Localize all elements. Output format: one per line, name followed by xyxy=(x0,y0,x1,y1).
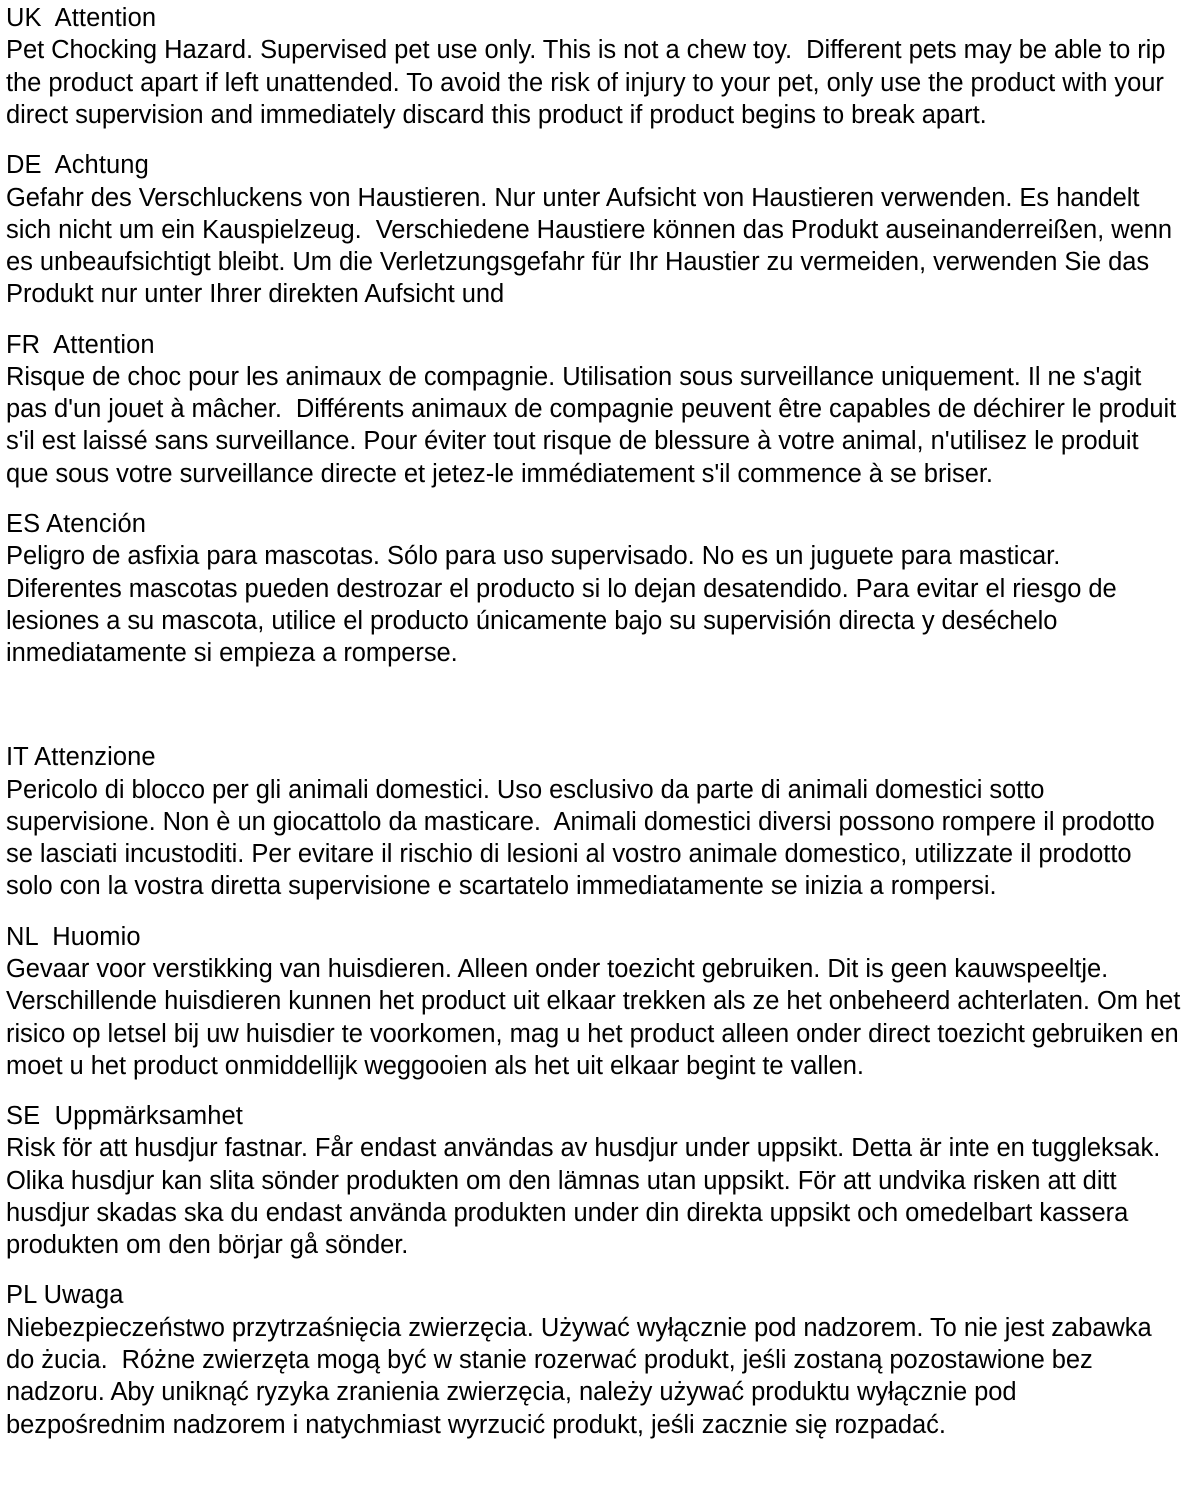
section-body: Risk för att husdjur fastnar. Får endast användas av husdjur under uppsikt. Detta är inte en tuggleksak. Olika husdjur kan slita sönder produkten om den lämnas utan uppsikt. För att undvika risken att ditt husdjur skadas ska du endast använda produkten under din direkta uppsikt och omedelbart kassera produkten om den börjar gå sönder. xyxy=(6,1134,1175,1260)
warning-section-es xyxy=(6,508,1183,669)
section-heading: ES Atención xyxy=(6,509,147,538)
warning-section-it xyxy=(6,741,1183,902)
section-heading: NL Huomio xyxy=(6,922,141,951)
warning-section-de xyxy=(6,149,1183,310)
section-body: Peligro de asfixia para mascotas. Sólo para uso supervisado. No es un juguete para masticar. Diferentes mascotas pueden destrozar el producto si lo dejan desatendido. Para evitar el riesgo de lesiones a su mascota, utilice el producto únicamente bajo su supervisión directa y deséchelo inmediatamente si empieza a romperse. xyxy=(6,542,1124,667)
warning-section-pl xyxy=(6,1279,1183,1440)
section-heading: PL Uwaga xyxy=(6,1281,124,1310)
section-heading: UK Attention xyxy=(6,4,157,32)
section-body: Pericolo di blocco per gli animali domestici. Uso esclusivo da parte di animali domestici sotto supervisione. Non è un giocattolo da masticare. Animali domestici diversi possono rompere il prodotto se lasciati incustoditi. Per evitare il rischio di lesioni al vostro animale domestico, utilizzate il prodotto solo con la vostra diretta supervisione e scartatelo immediatamente se inizia a rompersi. xyxy=(6,775,1162,901)
section-body: Gefahr des Verschluckens von Haustieren. Nur unter Aufsicht von Haustieren verwenden. Es handelt sich nicht um ein Kauspielzeug. Verschiedene Haustiere können das Produkt auseinanderreißen, wenn es unbeaufsichtigt bleibt. Um die Verletzungsgefahr für Ihr Haustier zu vermeiden, verwenden Sie das Produkt nur unter Ihrer direkten Aufsicht und xyxy=(6,183,1180,309)
section-body: Niebezpieczeństwo przytrzaśnięcia zwierzęcia. Używać wyłącznie pod nadzorem. To nie jest zabawka do żucia. Różne zwierzęta mogą być w stanie rozerwać produkt, jeśli zostaną pozostawione bez nadzoru. Aby uniknąć ryzyka zranienia zwierzęcia, należy używać produktu wyłącznie pod bezpośrednim nadzorem i natychmiast wyrzucić produkt, jeśli zacznie się rozpadać. xyxy=(6,1313,1159,1439)
section-heading: DE Achtung xyxy=(6,151,149,180)
section-body: Pet Chocking Hazard. Supervised pet use only. This is not a chew toy. Different pets may be able to rip the product apart if left unattended. To avoid the risk of injury to your pet, only use the product with your direct supervision and immediately discard this product if product begins to break apart. xyxy=(6,36,1173,129)
warning-section-nl xyxy=(6,921,1188,1082)
section-heading: SE Uppmärksamhet xyxy=(6,1102,243,1130)
section-body: Risque de choc pour les animaux de compagnie. Utilisation sous surveillance uniquement. Il ne s'agit pas d'un jouet à mâcher. Différents animaux de compagnie peuvent être capables de déchirer le produit s'il est laissé sans surveillance. Pour éviter tout risque de blessure à votre animal, n'utilisez le produit que sous votre surveillance directe et jetez-le immédiatement s'il commence à se briser. xyxy=(6,362,1184,488)
warning-section-fr xyxy=(6,329,1183,490)
warning-section-se xyxy=(6,1100,1183,1261)
warning-section-uk xyxy=(6,2,1183,131)
section-heading: FR Attention xyxy=(6,330,155,359)
section-body: Gevaar voor verstikking van huisdieren. Alleen onder toezicht gebruiken. Dit is geen kauwspeeltje. Verschillende huisdieren kunnen het product uit elkaar trekken als ze het onbeheerd achterlaten. Om het risico op letsel bij uw huisdier te voorkomen, mag u het product alleen onder direct toezicht gebruiken en moet u het product onmiddellijk weggooien als het uit elkaar begint te vallen. xyxy=(6,955,1188,1080)
section-heading: IT Attenzione xyxy=(6,743,156,772)
